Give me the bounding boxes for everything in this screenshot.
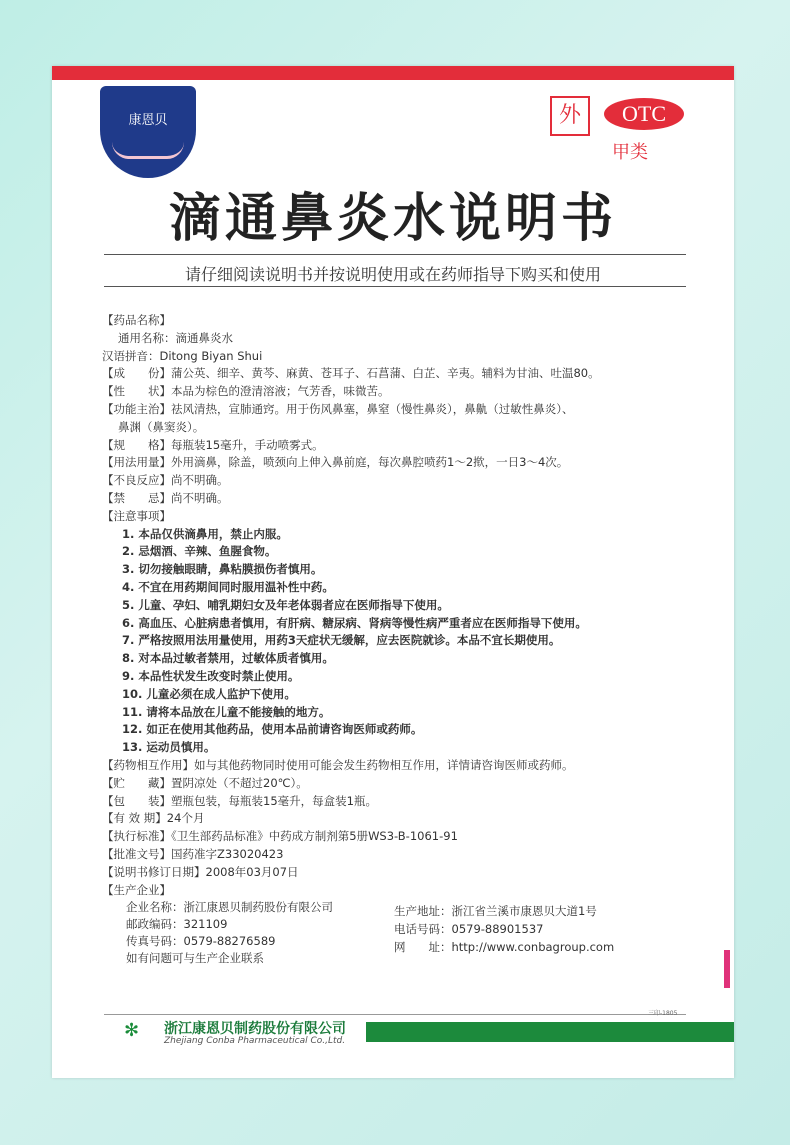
divider-bottom	[104, 286, 686, 287]
section-manufacturer: 【生产企业】	[102, 882, 171, 897]
print-code: 三印-1805	[648, 1010, 678, 1017]
section-indications-cont: 鼻渊（鼻窦炎）。	[118, 419, 205, 434]
note-item: 3. 切勿接触眼睛，鼻粘膜损伤者慎用。	[122, 562, 323, 577]
document-title: 滴通鼻炎水说明书	[168, 189, 617, 249]
section-storage: 【贮 藏】置阴凉处（不超过20℃）。	[102, 775, 308, 790]
footer-green-bar	[366, 1022, 734, 1042]
logo-swoosh-icon	[112, 142, 184, 159]
section-precautions: 【注意事项】	[102, 508, 171, 523]
note-item: 8. 对本品过敏者禁用，过敏体质者慎用。	[122, 651, 334, 666]
manufacturer-info	[102, 899, 702, 967]
section-specification: 【规 格】每瓶装15毫升，手动喷雾式。	[102, 437, 324, 452]
document-subtitle: 请仔细阅读说明书并按说明使用或在药师指导下购买和使用	[184, 265, 601, 284]
otc-badge: OTC	[604, 98, 684, 130]
note-item: 6. 高血压、心脏病患者慎用，有肝病、糖尿病、肾病等慢性病严重者应在医师指导下使用。	[122, 615, 587, 630]
section-contraindications: 【禁 忌】尚不明确。	[102, 490, 229, 505]
section-dosage: 【用法用量】外用滴鼻，除盖，喷颈向上伸入鼻前庭，每次鼻腔喷药1～2揿，一日3～4次。	[102, 455, 569, 470]
note-item: 13. 运动员慎用。	[122, 740, 216, 755]
leaflet-sheet	[52, 66, 734, 1078]
footer-company-cn: 浙江康恩贝制药股份有限公司	[164, 1021, 346, 1037]
pinyin-name: 汉语拼音：Ditong Biyan Shui	[102, 348, 263, 363]
section-drug-name: 【药品名称】	[102, 313, 171, 327]
postcode: 邮政编码：321109	[126, 917, 228, 932]
note-item: 1. 本品仅供滴鼻用，禁止内服。	[122, 526, 288, 541]
right-edge-mark	[724, 950, 730, 988]
address: 生产地址：浙江省兰溪市康恩贝大道1号	[394, 904, 597, 919]
divider-top	[104, 254, 686, 255]
note-item: 4. 不宜在用药期间同时服用温补性中药。	[122, 579, 334, 594]
note-item: 7. 严格按照用法用量使用，用药3天症状无缓解，应去医院就诊。本品不宜长期使用。	[122, 633, 561, 648]
section-interactions: 【药物相互作用】如与其他药物同时使用可能会发生药物相互作用，详情请咨询医师或药师。	[102, 757, 574, 772]
contact-note: 如有问题可与生产企业联系	[126, 951, 264, 966]
section-ingredients: 【成 份】蒲公英、细辛、黄芩、麻黄、苍耳子、石菖蒲、白芷、辛夷。辅料为甘油、吐温80。	[102, 366, 600, 381]
section-shelf-life: 【有 效 期】24个月	[102, 811, 205, 826]
note-item: 12. 如正在使用其他药品，使用本品前请咨询医师或药师。	[122, 722, 423, 737]
section-description: 【性 状】本品为棕色的澄清溶液；气芳香，味微苦。	[102, 384, 390, 399]
otc-category: 甲类	[612, 142, 648, 163]
website: 网 址：http://www.conbagroup.com	[394, 940, 615, 955]
section-adverse-reactions: 【不良反应】尚不明确。	[102, 473, 229, 488]
conba-footer-logo-icon: ✻	[124, 1020, 140, 1041]
leaflet-body	[102, 312, 702, 967]
note-item: 11. 请将本品放在儿童不能接触的地方。	[122, 704, 331, 719]
note-item: 5. 儿童、孕妇、哺乳期妇女及年老体弱者应在医师指导下使用。	[122, 597, 449, 612]
section-packaging: 【包 装】塑瓶包装，每瓶装15毫升，每盒装1瓶。	[102, 793, 377, 808]
section-approval-number: 【批准文号】国药准字Z33020423	[102, 846, 284, 861]
section-standard: 【执行标准】《卫生部药品标准》中药成方制剂第5册WS3-B-1061-91	[102, 829, 458, 844]
footer-company-en: Zhejiang Conba Pharmaceutical Co.,Ltd.	[164, 1036, 346, 1046]
conba-logo	[100, 86, 196, 178]
fax: 传真号码：0579-88276589	[126, 934, 276, 949]
generic-name: 通用名称：滴通鼻炎水	[118, 330, 233, 345]
note-item: 2. 忌烟酒、辛辣、鱼腥食物。	[122, 544, 277, 559]
company-name: 企业名称：浙江康恩贝制药股份有限公司	[126, 900, 333, 915]
external-use-badge: 外	[550, 96, 590, 136]
note-item: 9. 本品性状发生改变时禁止使用。	[122, 668, 300, 683]
top-red-bar	[52, 66, 734, 80]
section-indications: 【功能主治】祛风清热，宣肺通窍。用于伤风鼻塞，鼻窒（慢性鼻炎），鼻鼽（过敏性鼻炎）、	[102, 401, 574, 416]
section-revision-date: 【说明书修订日期】2008年03月07日	[102, 864, 299, 879]
note-item: 10. 儿童必须在成人监护下使用。	[122, 686, 296, 701]
logo-text: 康恩贝	[128, 113, 168, 128]
phone: 电话号码：0579-88901537	[394, 922, 544, 937]
footer-divider	[104, 1014, 686, 1015]
